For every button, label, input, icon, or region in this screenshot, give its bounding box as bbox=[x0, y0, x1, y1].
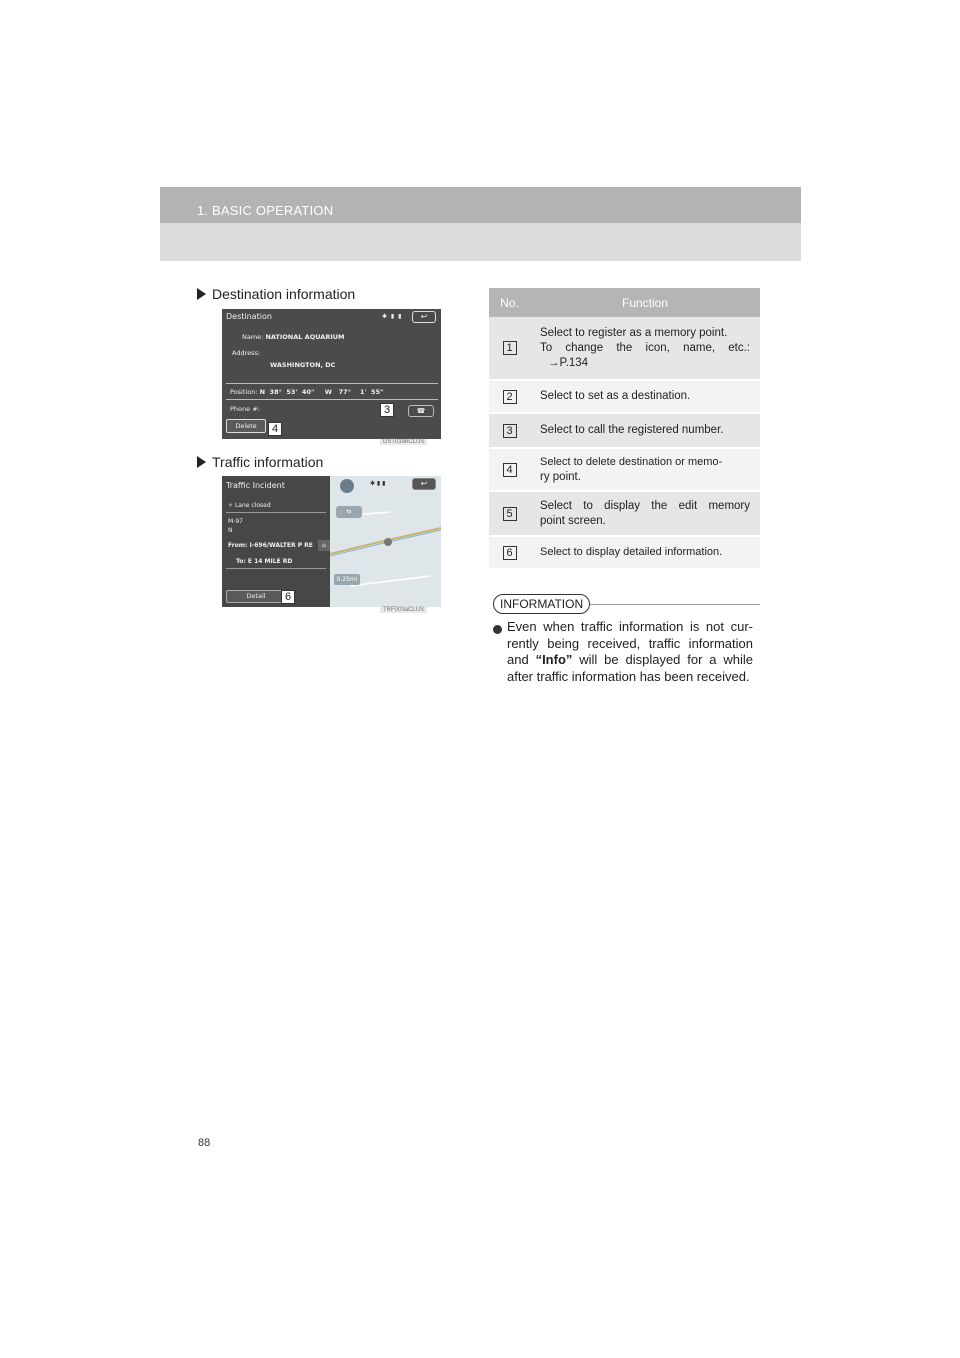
table-row bbox=[489, 492, 760, 537]
detail-button[interactable]: Detail bbox=[226, 590, 286, 603]
function-line: point screen. bbox=[540, 514, 606, 527]
function-line: Select to register as a memory point. bbox=[540, 326, 728, 339]
information-post: will be displayed for a while after traffic information has been received. bbox=[507, 652, 753, 684]
position-label: Position: bbox=[230, 388, 258, 396]
row-number: 4 bbox=[503, 463, 517, 477]
table-row bbox=[489, 381, 760, 414]
road-name: M-97 bbox=[228, 518, 243, 525]
distance-badge: 0.25mi bbox=[334, 574, 360, 585]
destination-heading-text: Destination information bbox=[212, 286, 356, 302]
address-value: WASHINGTON, DC bbox=[270, 361, 336, 369]
row-number: 6 bbox=[503, 546, 517, 560]
address-label: Address: bbox=[232, 349, 261, 357]
row-function bbox=[530, 545, 760, 560]
position-row bbox=[230, 388, 383, 396]
function-line: Select to delete destination or memo- bbox=[540, 455, 723, 468]
traffic-screen-title: Traffic Incident bbox=[226, 481, 285, 490]
row-function bbox=[530, 326, 760, 371]
table-row bbox=[489, 317, 760, 381]
phone-call-icon[interactable]: ☎ bbox=[408, 405, 434, 417]
status-icons: ✱ ▮ ▮ bbox=[382, 313, 403, 320]
function-line: Select to call the registered number. bbox=[540, 424, 724, 436]
row-number: 2 bbox=[503, 390, 517, 404]
map-roads bbox=[330, 476, 441, 607]
function-line: ry point. bbox=[540, 470, 581, 483]
header-function: Function bbox=[621, 295, 669, 310]
row-function bbox=[530, 455, 760, 485]
traffic-section-heading bbox=[197, 454, 323, 470]
information-divider bbox=[590, 604, 760, 605]
destination-section-heading bbox=[197, 286, 355, 302]
name-row bbox=[242, 333, 345, 341]
bullet-dot-icon bbox=[493, 625, 502, 634]
information-item bbox=[493, 619, 753, 685]
back-button[interactable]: ↩ bbox=[412, 478, 436, 490]
information-text bbox=[507, 619, 753, 685]
information-body bbox=[493, 619, 753, 685]
function-line: →P.134 bbox=[548, 356, 589, 369]
car-icon: ⌂ bbox=[318, 540, 330, 551]
information-pre: Even when traffic information is not cur-rently being received, traffic information and bbox=[507, 619, 753, 667]
function-line: Select to display the edit memory bbox=[540, 499, 750, 512]
page-header-title: 1. BASIC OPERATION bbox=[197, 203, 334, 218]
table-row bbox=[489, 537, 760, 570]
destination-screen-title: Destination bbox=[226, 312, 272, 321]
road-direction: N bbox=[228, 527, 233, 534]
delete-button[interactable]: Delete bbox=[226, 419, 266, 433]
divider bbox=[226, 383, 438, 384]
back-button[interactable]: ↩ bbox=[412, 311, 436, 323]
row-function bbox=[530, 389, 760, 404]
name-value: NATIONAL AQUARIUM bbox=[265, 333, 345, 341]
from-text: From: I-696/WALTER P RE bbox=[228, 542, 313, 549]
map-area bbox=[330, 476, 441, 607]
map-scale-icon[interactable]: ⇆ bbox=[336, 506, 362, 518]
function-line: To change the icon, name, etc.: bbox=[540, 341, 750, 354]
traffic-screen bbox=[222, 476, 441, 607]
function-line: Select to display detailed information. bbox=[540, 546, 723, 558]
compass-icon[interactable] bbox=[340, 479, 354, 493]
bullet-arrow-icon bbox=[197, 288, 206, 300]
incident-value: Lane closed bbox=[234, 502, 271, 509]
callout-marker: 3 bbox=[380, 403, 394, 417]
phone-label: Phone #: bbox=[230, 405, 260, 413]
table-header bbox=[489, 288, 760, 317]
divider bbox=[226, 512, 326, 513]
function-table bbox=[489, 288, 760, 570]
callout-marker: 6 bbox=[281, 590, 295, 604]
information-bold: “Info” bbox=[535, 652, 573, 667]
image-code: DST019eCLUS bbox=[380, 439, 427, 445]
row-number: 3 bbox=[503, 424, 517, 438]
row-function bbox=[530, 423, 760, 438]
table-row bbox=[489, 414, 760, 449]
function-line: Select to set as a destination. bbox=[540, 390, 691, 402]
image-code: TRF003aCLUS bbox=[380, 607, 427, 613]
incident-text: ✧ Lane closed bbox=[228, 502, 271, 509]
destination-screen bbox=[222, 309, 441, 439]
position-lat: N 38° 53' 40" bbox=[259, 388, 315, 396]
table-row bbox=[489, 449, 760, 492]
to-text: To: E 14 MILE RD bbox=[236, 558, 293, 565]
status-icons: ✱ ▮ ▮ bbox=[370, 480, 386, 487]
name-label: Name: bbox=[242, 333, 264, 341]
information-badge: INFORMATION bbox=[493, 594, 590, 614]
row-function bbox=[530, 499, 760, 529]
callout-marker: 4 bbox=[268, 422, 282, 436]
position-lon: W 77° 1' 55" bbox=[324, 388, 384, 396]
page-number: 88 bbox=[198, 1137, 211, 1149]
divider bbox=[226, 399, 438, 400]
row-number: 1 bbox=[503, 341, 517, 355]
row-number: 5 bbox=[503, 507, 517, 521]
traffic-heading-text: Traffic information bbox=[212, 454, 324, 470]
bullet-arrow-icon bbox=[197, 456, 206, 468]
header-no: No. bbox=[500, 295, 519, 310]
divider bbox=[226, 568, 326, 569]
